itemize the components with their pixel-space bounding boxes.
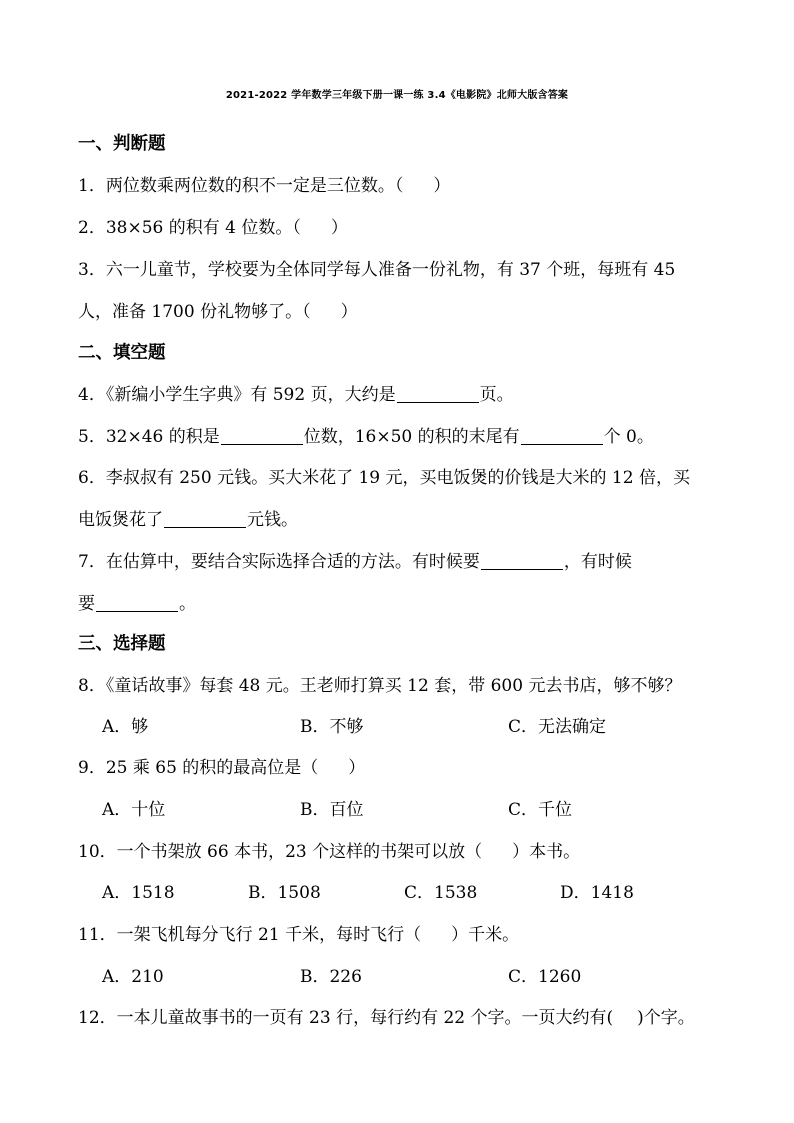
question-7-line-2 xyxy=(78,589,196,614)
question-11-option-c[interactable]: C．1260 xyxy=(508,967,582,987)
question-12-text-a: 12．一本儿童故事书的一页有 23 行，每行约有 22 个字。一页大约有( xyxy=(78,1008,614,1028)
answer-blank xyxy=(481,551,563,570)
answer-blank xyxy=(96,593,178,612)
question-10-text-a: 10．一个书架放 66 本书，23 个这样的书架可以放（ xyxy=(78,842,483,862)
question-1-close: ） xyxy=(433,176,451,196)
question-5 xyxy=(78,422,654,447)
question-10-option-c[interactable]: C．1538 xyxy=(404,883,478,903)
question-9-text: 9．25 乘 65 的积的最高位是（ xyxy=(78,758,319,778)
answer-blank xyxy=(397,384,479,403)
question-12 xyxy=(78,1003,695,1028)
question-8-option-c[interactable]: C．无法确定 xyxy=(508,717,607,737)
question-6-text-a: 电饭煲花了 xyxy=(78,510,163,530)
section-choice: 三、选择题 xyxy=(78,634,166,654)
question-4 xyxy=(78,380,514,405)
question-10 xyxy=(78,837,580,862)
question-12-text-b: )个字。 xyxy=(637,1008,695,1028)
question-3-close: ） xyxy=(340,302,358,322)
question-6-text-b: 元钱。 xyxy=(247,510,298,530)
question-5-text-b: 位数，16×50 的积的末尾有 xyxy=(303,427,520,447)
question-9-option-c[interactable]: C．千位 xyxy=(508,800,573,820)
question-4-text-b: 页。 xyxy=(479,385,514,405)
question-8-option-a[interactable]: A．够 xyxy=(102,717,149,737)
question-2-text: 2．38×56 的积有 4 位数。（ xyxy=(78,218,301,238)
question-2 xyxy=(78,213,348,238)
question-7-text-c: 要 xyxy=(78,594,95,614)
question-5-text-c: 个 0。 xyxy=(603,427,654,447)
question-7-text-a: 7．在估算中，要结合实际选择合适的方法。有时候要 xyxy=(78,552,480,572)
question-10-option-a[interactable]: A．1518 xyxy=(102,883,175,903)
question-10-option-b[interactable]: B．1508 xyxy=(248,883,321,903)
question-6-line-2 xyxy=(78,505,298,530)
question-11-option-a[interactable]: A．210 xyxy=(102,967,164,987)
question-4-text-a: 4．《新编小学生字典》有 592 页，大约是 xyxy=(78,385,396,405)
question-9-option-a[interactable]: A．十位 xyxy=(102,800,166,820)
question-10-text-b: ）本书。 xyxy=(512,842,581,862)
answer-blank xyxy=(164,509,246,528)
question-1-text: 1．两位数乘两位数的积不一定是三位数。（ xyxy=(78,176,404,196)
question-9-option-b[interactable]: B．百位 xyxy=(300,800,364,820)
question-10-option-d[interactable]: D．1418 xyxy=(560,883,634,903)
question-5-text-a: 5．32×46 的积是 xyxy=(78,427,220,447)
section-judge: 一、判断题 xyxy=(78,134,166,154)
question-6-line-1: 6．李叔叔有 250 元钱。买大米花了 19 元，买电饭煲的价钱是大米的 12 倍，买 xyxy=(78,468,690,488)
question-7-text-b: ，有时候 xyxy=(563,552,632,572)
answer-blank xyxy=(221,426,303,445)
question-11-option-b[interactable]: B．226 xyxy=(300,967,362,987)
answer-blank xyxy=(521,426,603,445)
question-3-line-2 xyxy=(78,297,358,322)
question-7-line-1 xyxy=(78,547,632,572)
question-11 xyxy=(78,920,519,945)
question-11-text-b: ）千米。 xyxy=(451,925,520,945)
section-fill: 二、填空题 xyxy=(78,343,166,363)
page-title: 2021-2022 学年数学三年级下册一课一练 3.4《电影院》北师大版含答案 xyxy=(225,90,569,101)
question-3-text: 人，准备 1700 份礼物够了。（ xyxy=(78,302,311,322)
question-7-text-d: 。 xyxy=(179,594,196,614)
question-9-close: ） xyxy=(348,758,366,778)
question-3-line-1: 3．六一儿童节，学校要为全体同学每人准备一份礼物，有 37 个班，每班有 45 xyxy=(78,260,676,280)
question-9 xyxy=(78,753,365,778)
question-2-close: ） xyxy=(330,218,348,238)
question-8: 8．《童话故事》每套 48 元。王老师打算买 12 套，带 600 元去书店，够不够？ xyxy=(78,676,682,696)
question-11-text-a: 11．一架飞机每分飞行 21 千米，每时飞行（ xyxy=(78,925,422,945)
question-1 xyxy=(78,171,450,196)
question-8-option-b[interactable]: B．不够 xyxy=(300,717,364,737)
